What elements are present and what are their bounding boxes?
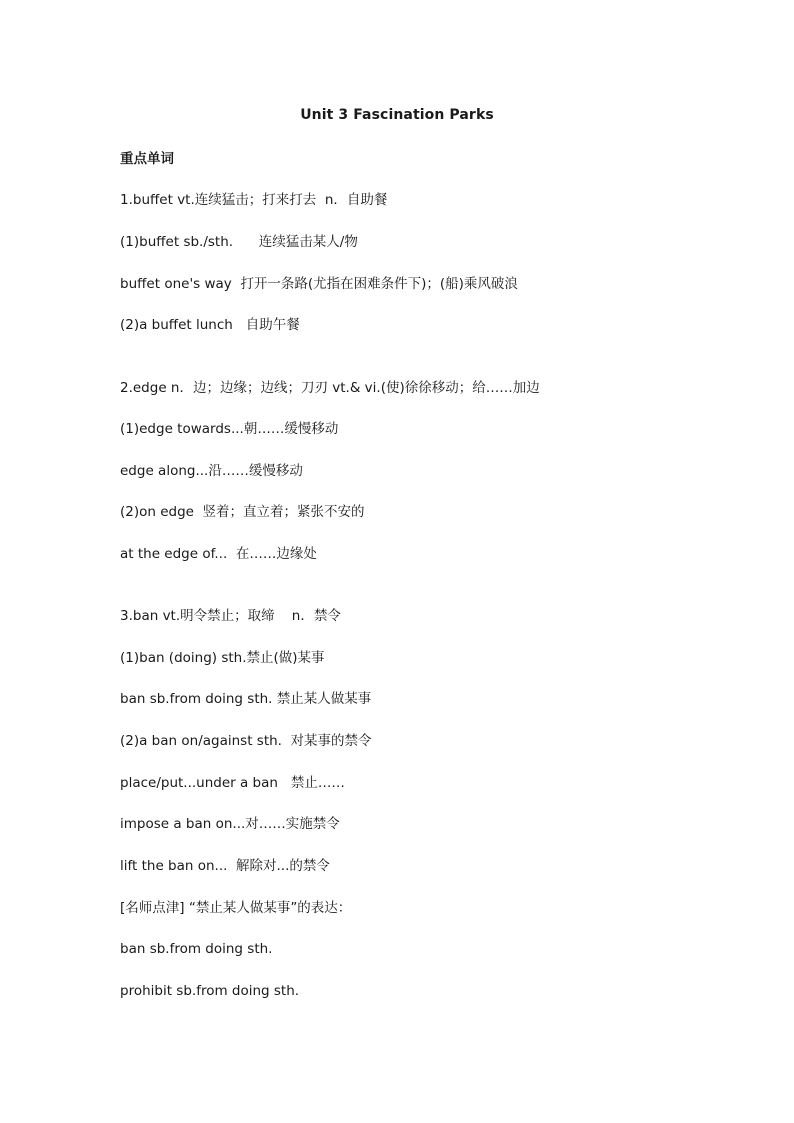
entry-line: at the edge of... 在……边缘处	[120, 546, 317, 562]
entry-line: buffet one's way 打开一条路(尤指在困难条件下)；(船)乘风破浪	[120, 276, 518, 292]
entry-line: edge along...沿……缓慢移动	[120, 463, 303, 479]
entry-line: (1)buffet sb./sth. 连续猛击某人/物	[120, 234, 358, 250]
teacher-tip: [名师点津] “禁止某人做某事”的表达：	[120, 900, 352, 916]
entry-line: place/put...under a ban 禁止……	[120, 775, 345, 791]
entry-edge-heading: 2.edge n．边；边缘；边线；刀刃 vt.& vi.(使)徐徐移动；给……加边	[120, 380, 540, 396]
entry-line: (1)edge towards...朝……缓慢移动	[120, 421, 339, 437]
entry-line: ban sb.from doing sth.	[120, 941, 273, 957]
entry-line: (1)ban (doing) sth.禁止(做)某事	[120, 650, 325, 666]
entry-line: impose a ban on...对……实施禁令	[120, 816, 340, 832]
entry-line: lift the ban on... 解除对...的禁令	[120, 858, 330, 874]
entry-ban-heading: 3.ban vt.明令禁止；取缔 n．禁令	[120, 608, 341, 624]
entry-line: (2)a buffet lunch 自助午餐	[120, 317, 300, 333]
entry-line: prohibit sb.from doing sth.	[120, 983, 300, 999]
entry-buffet-heading: 1.buffet vt.连续猛击；打来打去 n．自助餐	[120, 192, 388, 208]
entry-line: ban sb.from doing sth. 禁止某人做某事	[120, 691, 372, 707]
entry-line: (2)on edge 竖着；直立着；紧张不安的	[120, 504, 365, 520]
entry-line: (2)a ban on/against sth. 对某事的禁令	[120, 733, 372, 749]
page-title: Unit 3 Fascination Parks	[300, 107, 494, 123]
section-heading: 重点单词	[120, 151, 174, 167]
